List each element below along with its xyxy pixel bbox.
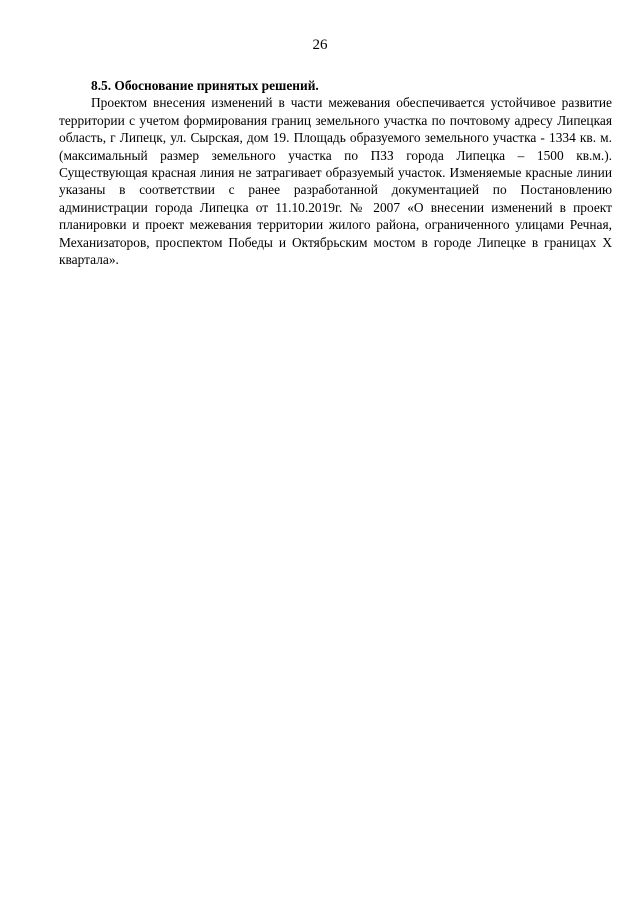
section-content xyxy=(59,77,612,268)
section-paragraph: Проектом внесения изменений в части межевания обеспечивается устойчивое развитие территории с учетом формирования границ земельного участка по почтовому адресу Липецкая область, г Липецк, ул. Сырская, дом 19. Площадь образуемого земельного участка - 1334 кв. м. (максимальный размер земельного участка по ПЗЗ города Липецка – 1500 кв.м.). Существующая красная линия не затрагивает образуемый участок. Изменяемые красные линии указаны в соответствии с ранее разработанной документацией по Постановлению администрации города Липецка от 11.10.2019г. № 2007 «О внесении изменений в проект планировки и проект межевания территории жилого района, ограниченного улицами Речная, Механизаторов, проспектом Победы и Октябрьским мостом в городе Липецке в границах Х квартала». xyxy=(59,95,612,268)
page-number: 26 xyxy=(312,37,328,53)
section-heading: 8.5. Обоснование принятых решений. xyxy=(91,78,319,93)
